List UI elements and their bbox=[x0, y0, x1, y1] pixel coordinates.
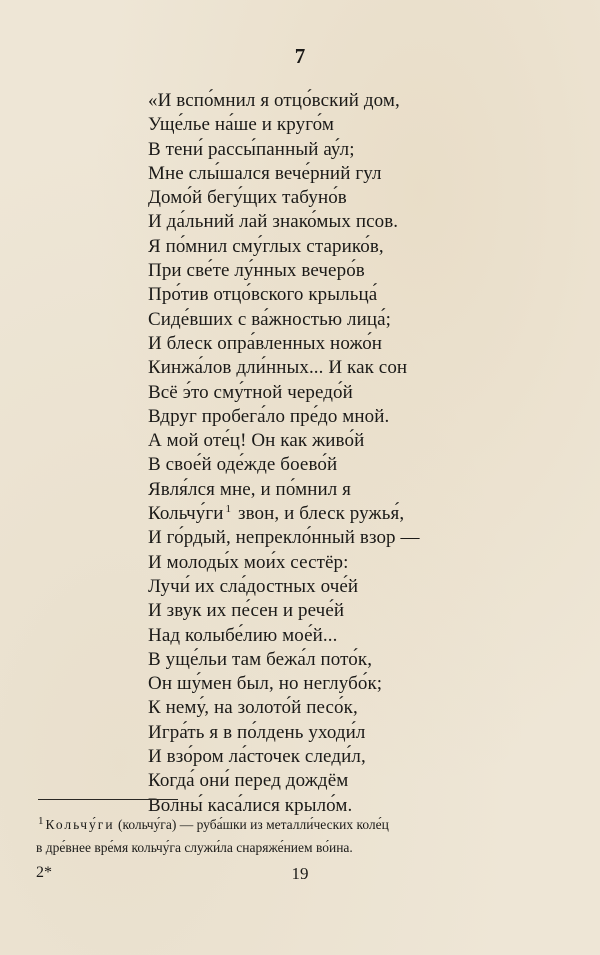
footnote-line-2: в дре́внее вре́мя кольчу́га служи́ла снаряже́нием во́ина. bbox=[36, 840, 353, 855]
poem-line: И звук их пе́сен и рече́й bbox=[148, 600, 345, 622]
poem-line: Вдруг пробега́ло пре́до мной. bbox=[148, 405, 390, 427]
footnote-term: Кольчу́ги bbox=[45, 817, 115, 832]
poem-line: Он шу́мен был, но неглубо́к; bbox=[148, 673, 383, 695]
poem-line: К нему́, на золото́й песо́к, bbox=[148, 697, 358, 719]
footnote-reference[interactable]: 1 bbox=[225, 502, 232, 515]
footnote-marker: 1 bbox=[38, 814, 44, 827]
poem-line: Волны́ каса́лися крыло́м. bbox=[148, 794, 353, 816]
poem-line: И да́льний лай знако́мых псов. bbox=[148, 211, 399, 233]
footnote-line-1 bbox=[36, 813, 556, 836]
poem-line: Уще́лье на́ше и круго́м bbox=[148, 114, 334, 136]
page-number: 19 bbox=[291, 864, 309, 883]
poem-line: Про́тив отцо́вского крыльца́ bbox=[148, 284, 378, 306]
poem-line: И го́рдый, непрекло́нный взор — bbox=[148, 527, 420, 549]
poem-line-with-footnote bbox=[148, 502, 588, 526]
footnote-divider bbox=[38, 799, 178, 800]
page-header-mark: 7 bbox=[294, 44, 306, 68]
footnote-definition: (кольчу́га) — руба́шки из металли́ческих коле́ц bbox=[117, 817, 389, 832]
poem-line: Лучи́ их сла́достных оче́й bbox=[148, 575, 359, 597]
printer-signature: 2* bbox=[36, 864, 52, 881]
poem-line: Игра́ть я в по́лдень уходи́л bbox=[148, 721, 366, 743]
poem-line: И взо́ром ла́сточек следи́л, bbox=[148, 746, 366, 768]
poem-line: Над колыбе́лию мое́й... bbox=[148, 624, 338, 646]
poem-text bbox=[148, 89, 588, 818]
poem-line: Мне слы́шался вече́рний гул bbox=[148, 162, 382, 184]
poem-line: Домо́й бегу́щих табуно́в bbox=[148, 187, 347, 209]
poem-line-word: Кольчу́ги bbox=[148, 503, 224, 525]
poem-line-rest: звон, и блеск ружья́, bbox=[233, 503, 405, 525]
poem-line: Явля́лся мне, и по́мнил я bbox=[148, 478, 351, 500]
poem-line: И блеск опра́вленных ножо́н bbox=[148, 332, 383, 354]
poem-line: А мой оте́ц! Он как живо́й bbox=[148, 430, 365, 452]
poem-line: В свое́й оде́жде боево́й bbox=[148, 454, 338, 476]
poem-line: Я по́мнил сму́глых старико́в, bbox=[148, 235, 384, 257]
poem-line: Кинжа́лов дли́нных... И как сон bbox=[148, 357, 408, 379]
poem-line: «И вспо́мнил я отцо́вский дом, bbox=[148, 90, 400, 111]
poem-line: Сиде́вших с ва́жностью лица́; bbox=[148, 308, 392, 330]
poem-line: При све́те лу́нных вечеро́в bbox=[148, 260, 365, 282]
poem-line: И молоды́х мои́х сестёр: bbox=[148, 551, 349, 573]
poem-line: В тени́ рассы́панный ау́л; bbox=[148, 138, 355, 160]
footnote bbox=[36, 813, 556, 859]
poem-line: Всё э́то сму́тной чередо́й bbox=[148, 381, 353, 403]
poem-line: Когда́ они́ перед дождём bbox=[148, 770, 349, 792]
poem-line: В уще́льи там бежа́л пото́к, bbox=[148, 648, 373, 670]
